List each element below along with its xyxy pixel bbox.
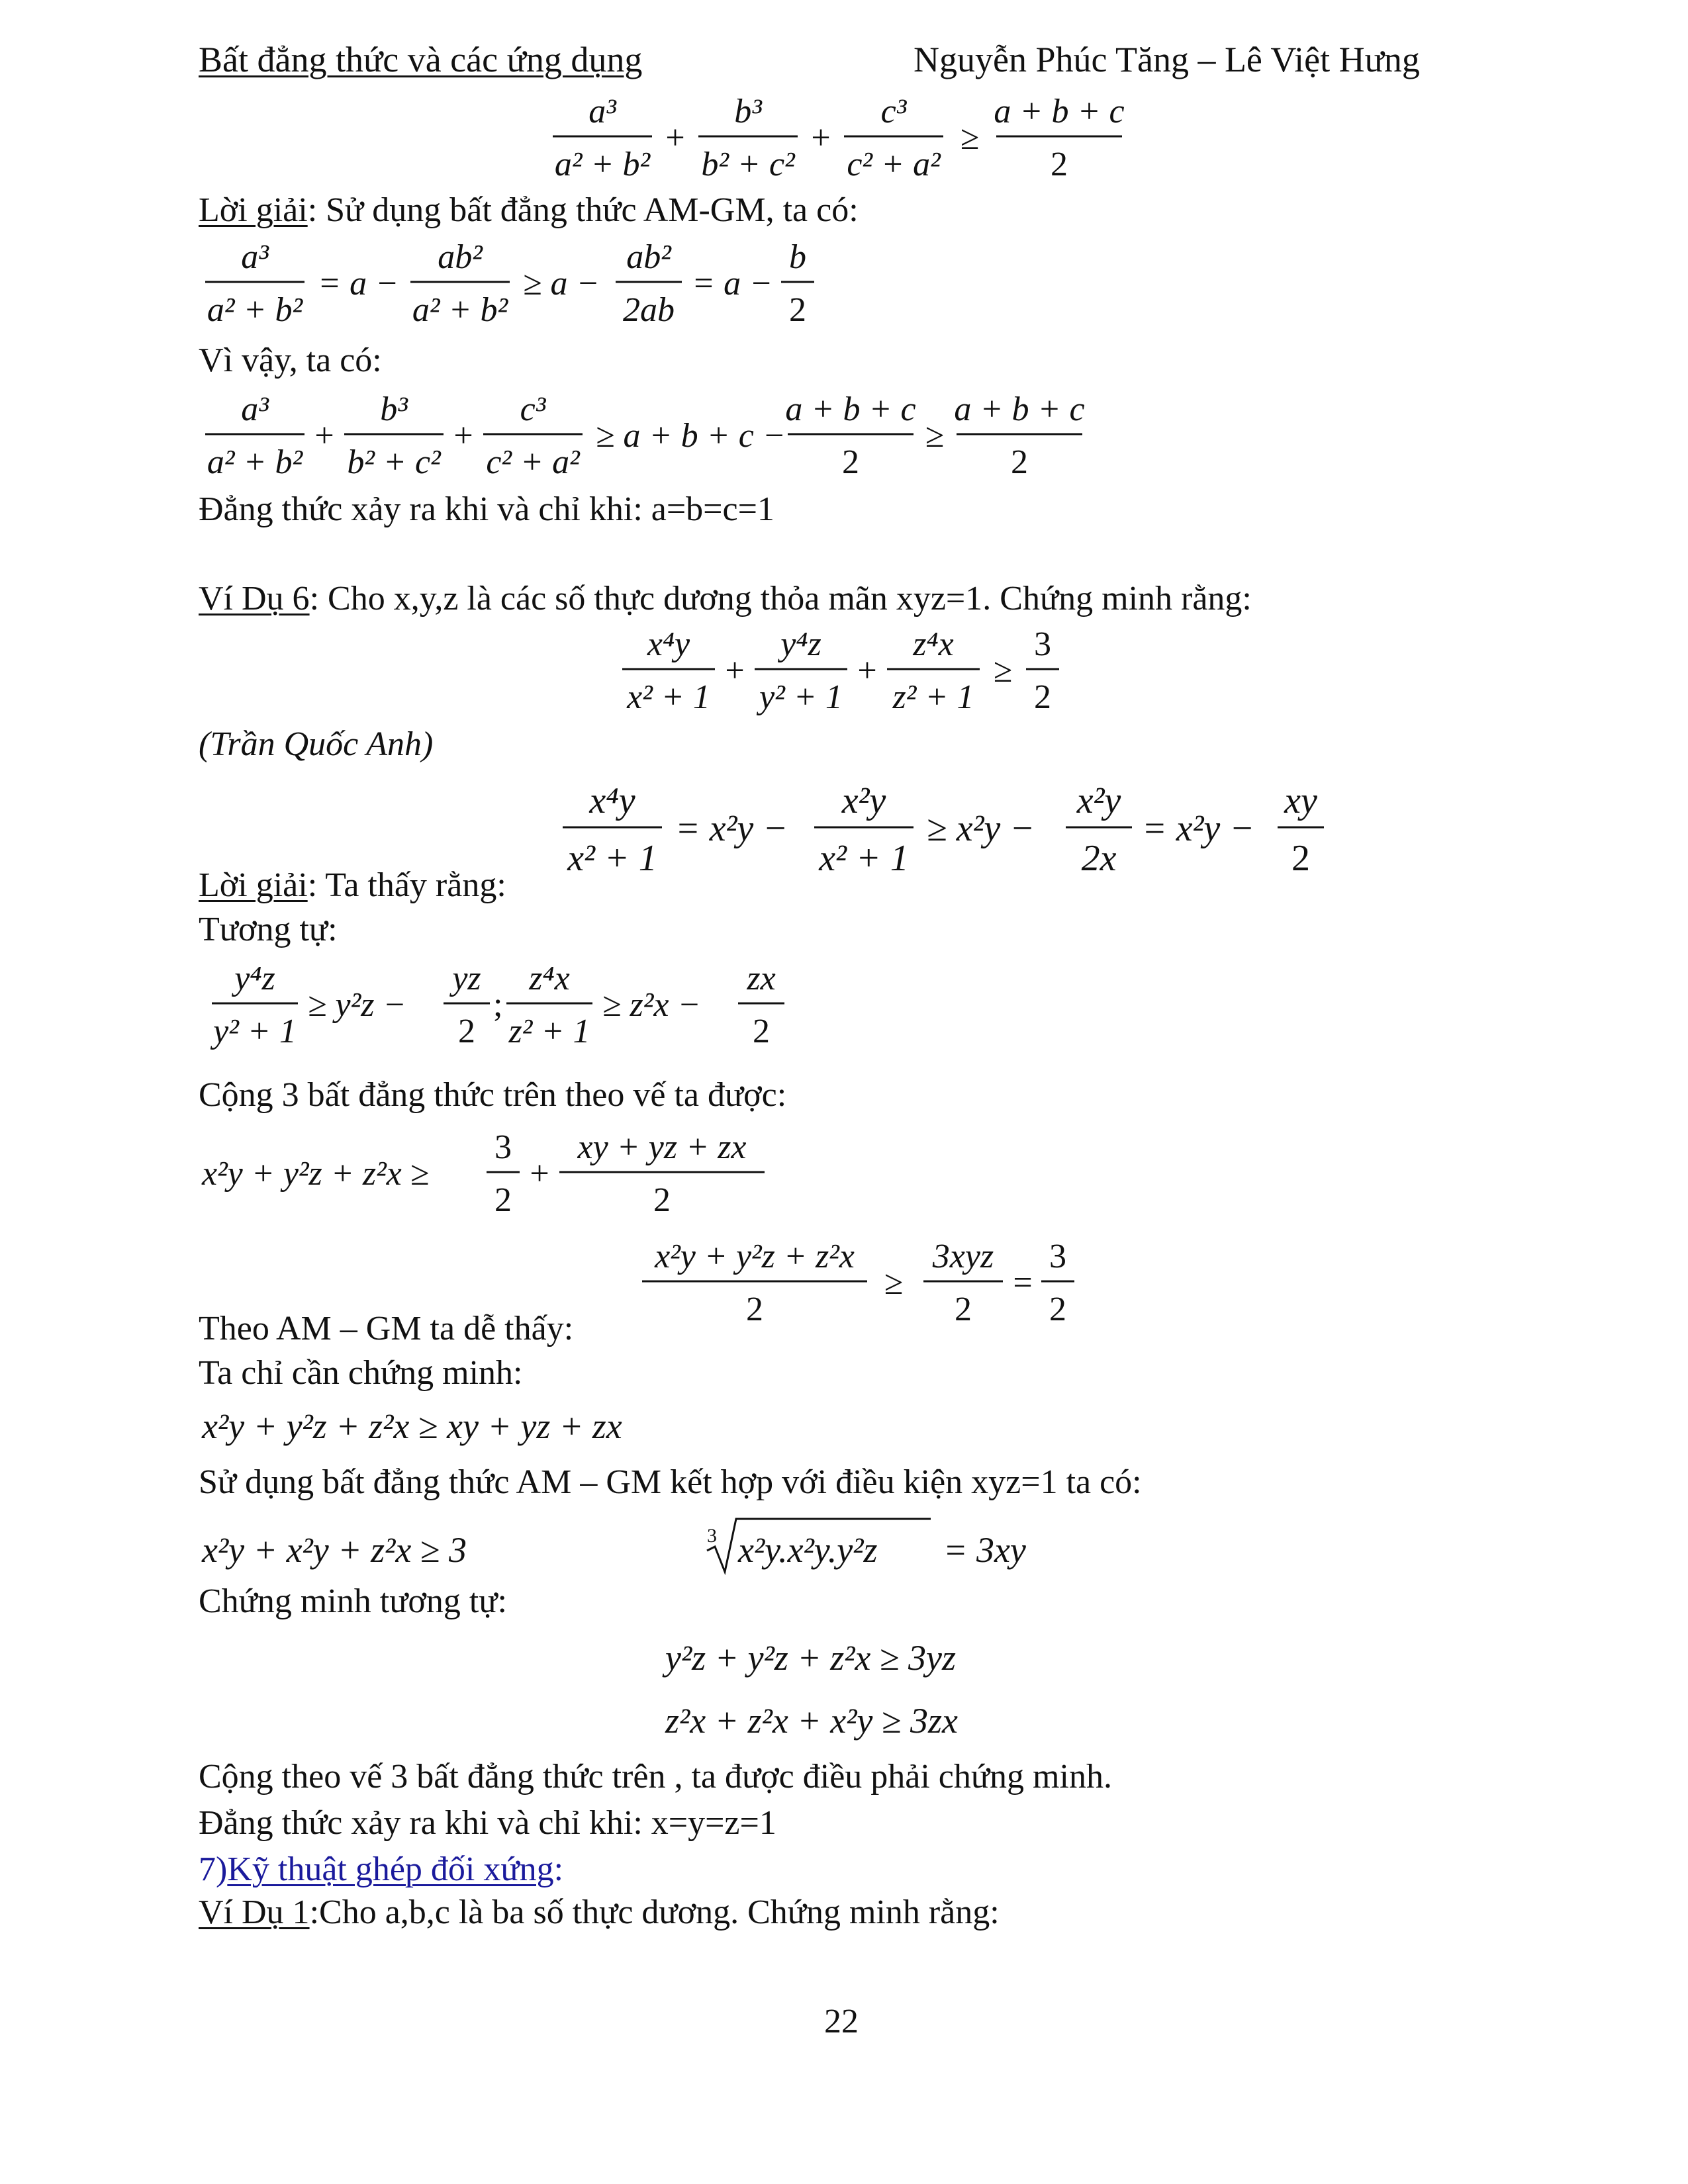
solution-label-2: Lời giải [199,866,308,904]
svg-text:xy: xy [1284,780,1317,821]
equation-4 [616,625,1079,718]
eq1-num1: a³ [588,93,616,130]
svg-text:x²y + y²z + z²x ≥: x²y + y²z + z²x ≥ [202,1155,430,1193]
svg-text:≥: ≥ [884,1264,904,1302]
equation-12: z²x + z²x + x²y ≥ 3zx [665,1701,958,1741]
svg-text:2: 2 [458,1013,475,1050]
svg-text:xy + yz + zx: xy + yz + zx [577,1128,747,1166]
header-left-title: Bất đẳng thức và các ứng dụng [199,40,643,79]
svg-text:≥: ≥ [925,417,945,455]
equation-3 [199,390,1125,483]
equation-10 [199,1512,1026,1585]
eq1-rhs-num: a + b + c [994,93,1125,130]
svg-text:2: 2 [494,1181,512,1219]
svg-text:ab²: ab² [626,238,671,276]
equality-case-2: Đẳng thức xảy ra khi và chỉ khi: x=y=z=1 [199,1804,776,1842]
therefore-text: Vì vậy, ta có: [199,341,382,379]
svg-text:≥: ≥ [960,119,980,157]
svg-text:≥ a + b + c −: ≥ a + b + c − [596,417,786,455]
svg-text:x²y + x²y + z²x ≥ 3: x²y + x²y + z²x ≥ 3 [202,1530,467,1570]
svg-text:x² + 1: x² + 1 [819,838,909,879]
svg-text:z² + 1: z² + 1 [892,678,974,716]
svg-text:x² + 1: x² + 1 [627,678,710,716]
svg-text:=: = [1013,1264,1033,1302]
svg-text:yz: yz [452,960,481,997]
svg-text:a² + b²: a² + b² [412,291,508,329]
add-sides-conclusion: Cộng theo vế 3 bất đẳng thức trên , ta được điều phải chứng minh. [199,1758,1112,1796]
svg-text:+: + [314,417,334,455]
svg-text:= x²y −: = x²y − [1142,808,1255,849]
svg-text:2: 2 [789,291,806,329]
svg-text:+: + [665,119,685,157]
equation-6 [199,960,827,1052]
solution-label: Lời giải [199,191,308,229]
svg-text:z² + 1: z² + 1 [508,1013,590,1050]
svg-text:y² + 1: y² + 1 [213,1013,297,1050]
example-1-label: Ví Dụ 1 [199,1893,310,1931]
section-7-heading: 7)Kỹ thuật ghép đối xứng: [199,1850,564,1888]
svg-text:z⁴x: z⁴x [529,960,570,997]
svg-text:3xyz: 3xyz [932,1238,994,1275]
svg-text:2: 2 [1011,443,1028,481]
svg-text:= a −: = a − [318,265,399,302]
svg-text:z⁴x: z⁴x [913,625,954,663]
svg-text:3: 3 [1049,1238,1066,1275]
svg-text:+: + [857,652,877,690]
equation-1 [543,93,1139,185]
svg-text:x² + 1: x² + 1 [567,838,657,879]
svg-text:x²y: x²y [1076,780,1121,821]
svg-text:;: ; [493,986,503,1024]
solution-1-intro: Lời giải: Sử dụng bất đẳng thức AM-GM, ta có: [199,191,859,229]
svg-text:2: 2 [1049,1291,1066,1328]
svg-text:c² + a²: c² + a² [486,443,580,481]
svg-text:3: 3 [494,1128,512,1166]
svg-text:a² + b²: a² + b² [207,291,303,329]
equation-8 [629,1238,1092,1330]
eq1-den2: b² + c² [701,146,795,183]
eq1-num3: c³ [880,93,907,130]
svg-text:≥ y²z −: ≥ y²z − [308,986,406,1024]
add-three-text: Cộng 3 bất đẳng thức trên theo vế ta được: [199,1076,787,1114]
svg-text:c³: c³ [520,390,546,428]
svg-text:ab²: ab² [438,238,483,276]
svg-text:x⁴y: x⁴y [589,780,635,821]
equation-11: y²z + y²z + z²x ≥ 3yz [665,1638,957,1678]
equality-case-1: Đẳng thức xảy ra khi và chỉ khi: a=b=c=1 [199,490,774,528]
eq1-den3: c² + a² [847,146,941,183]
svg-text:2ab: 2ab [623,291,675,329]
example-6-statement: Ví Dụ 6: Cho x,y,z là các số thực dương thỏa mãn xyz=1. Chứng minh rằng: [199,580,1252,617]
svg-text:x²y + y²z + z²x: x²y + y²z + z²x [655,1238,855,1275]
svg-text:b: b [789,238,806,276]
svg-text:2: 2 [842,443,859,481]
similarly-text: Tương tự: [199,911,338,948]
svg-text:≥: ≥ [993,652,1013,690]
svg-text:3: 3 [1034,625,1051,663]
svg-text:b² + c²: b² + c² [347,443,441,481]
eq1-num2: b³ [734,93,762,130]
svg-text:+: + [530,1155,549,1193]
svg-text:b³: b³ [380,390,408,428]
svg-text:2: 2 [1034,678,1051,716]
svg-text:2: 2 [753,1013,770,1050]
page-number: 22 [824,2003,859,2040]
eq1-rhs-den: 2 [1051,146,1068,183]
prove-similarly-text: Chứng minh tương tự: [199,1582,507,1620]
header-right-authors: Nguyễn Phúc Tăng – Lê Việt Hưng [914,40,1420,79]
author-attribution: (Trần Quốc Anh) [199,725,434,763]
svg-text:y⁴z: y⁴z [780,625,821,663]
svg-text:a³: a³ [241,390,269,428]
svg-text:zx: zx [747,960,776,997]
example-1-statement: Ví Dụ 1:Cho a,b,c là ba số thực dương. Chứng minh rằng: [199,1893,1000,1931]
svg-text:+: + [725,652,745,690]
svg-text:a² + b²: a² + b² [207,443,303,481]
eq1-den1: a² + b² [554,146,651,183]
need-prove-text: Ta chỉ cần chứng minh: [199,1354,523,1392]
svg-text:x⁴y: x⁴y [647,625,690,663]
equation-7 [199,1128,794,1221]
svg-text:= x²y −: = x²y − [675,808,788,849]
svg-text:a³: a³ [241,238,269,276]
svg-text:≥ x²y −: ≥ x²y − [927,808,1035,849]
svg-text:x²y.x²y.y²z: x²y.x²y.y²z [738,1530,878,1570]
equation-5 [556,781,1350,880]
equation-2 [199,238,827,331]
svg-text:≥ a −: ≥ a − [523,265,600,302]
svg-text:2: 2 [1291,838,1310,879]
use-amgm-text: Sử dụng bất đẳng thức AM – GM kết hợp với điều kiện xyz=1 ta có: [199,1463,1142,1501]
svg-text:x²y: x²y [841,780,886,821]
example-6-label: Ví Dụ 6 [199,580,310,617]
amgm-easy-text: Theo AM – GM ta dễ thấy: [199,1310,574,1347]
svg-text:= a −: = a − [692,265,773,302]
svg-text:+: + [453,417,473,455]
svg-text:2: 2 [955,1291,972,1328]
solution-2-intro: Lời giải: Ta thấy rằng: [199,866,506,904]
svg-text:2x: 2x [1081,838,1117,879]
svg-text:a + b + c: a + b + c [785,390,916,428]
svg-text:≥ z²x −: ≥ z²x − [602,986,701,1024]
svg-text:+: + [811,119,831,157]
svg-text:y⁴z: y⁴z [234,960,275,997]
equation-9: x²y + y²z + z²x ≥ xy + yz + zx [202,1406,622,1446]
svg-text:2: 2 [746,1291,763,1328]
svg-text:= 3xy: = 3xy [943,1530,1026,1570]
svg-text:3: 3 [707,1525,717,1547]
section-7-title: Kỹ thuật ghép đối xứng [227,1850,554,1888]
svg-text:a + b + c: a + b + c [954,390,1085,428]
svg-text:2: 2 [653,1181,671,1219]
svg-text:y² + 1: y² + 1 [759,678,843,716]
